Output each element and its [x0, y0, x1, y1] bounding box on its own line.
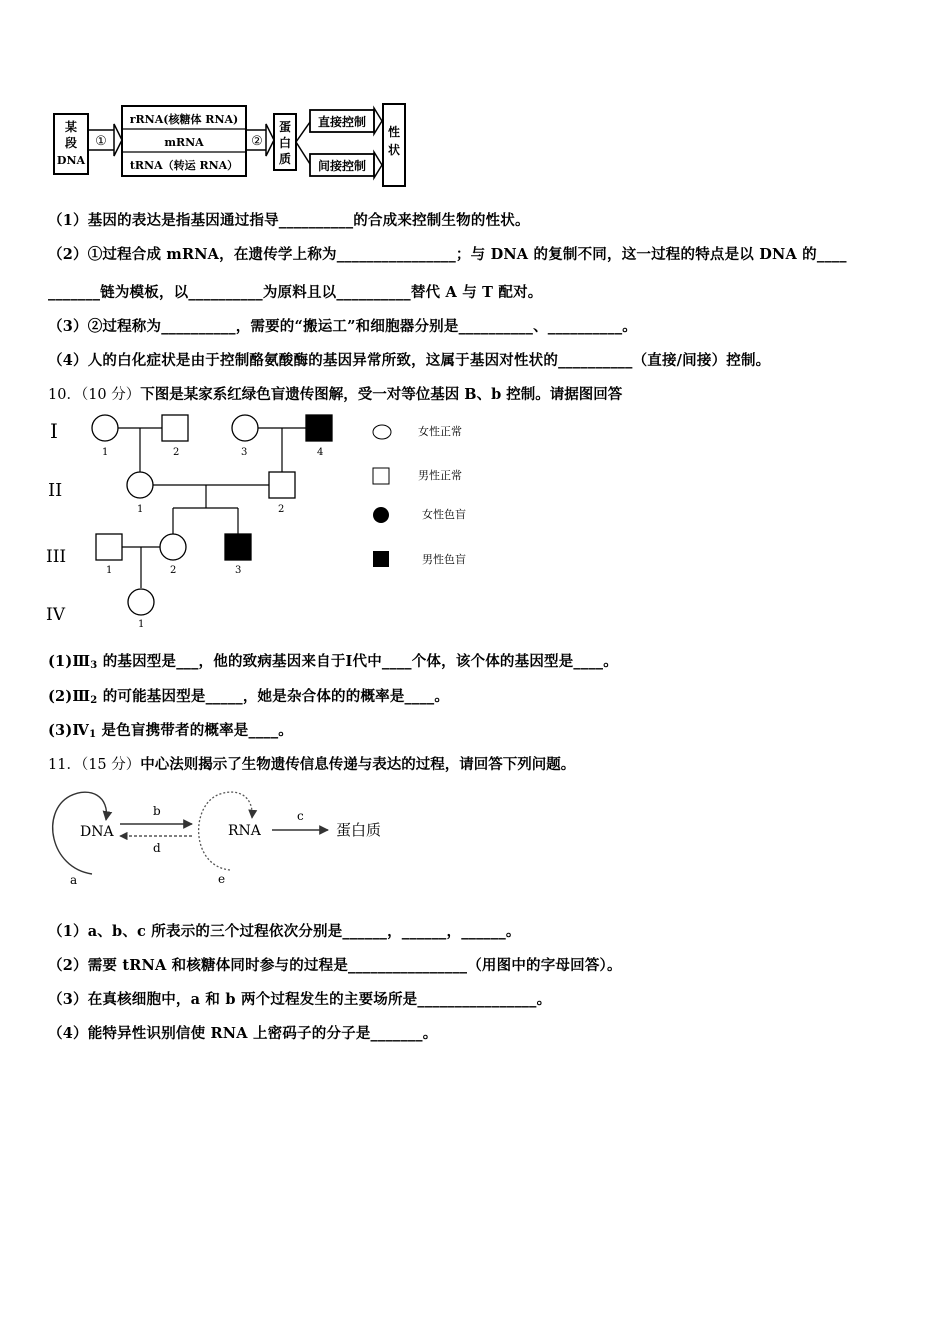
pedigree-II-1-female-normal: [127, 472, 153, 498]
q11-item-3: （3）在真核细胞中，a 和 b 两个过程发生的主要场所是________________。: [48, 991, 552, 1008]
dna-box-char-2: 段: [64, 136, 78, 150]
q9-item-2: （2）①过程合成 mRNA，在遗传学上称为________________；与 DNA 的复制不同，这一过程的特点是以 DNA 的____: [48, 246, 847, 263]
individual-number: 2: [278, 504, 285, 515]
process-e-label: e: [218, 872, 226, 886]
generation-label: II: [48, 480, 63, 501]
individual-number: 1: [106, 565, 113, 576]
process-b-label: b: [153, 804, 161, 818]
direct-control-label: 直接控制: [317, 115, 367, 129]
pedigree-I-4-male-colorblind: [306, 415, 332, 441]
dna-box-char-3: DNA: [56, 154, 86, 167]
q10-item-3: $(3)Ⅳ_1$ 是色盲携带者的概率是____。: [48, 722, 293, 740]
pedigree-IV-1-female-normal: [128, 589, 154, 615]
legend-male-colorblind: 男性色盲: [422, 553, 466, 566]
indirect-control-label: 间接控制: [317, 159, 367, 173]
trna-label: tRNA（转运 RNA）: [129, 159, 239, 172]
q11-number: 11．: [48, 757, 81, 773]
gene-expression-diagram: [50, 100, 410, 190]
rna-label: RNA: [228, 823, 261, 839]
dna-box-char-1: 某: [64, 120, 78, 134]
arrow-icon: [374, 152, 382, 178]
legend-female-normal-icon: [373, 425, 391, 439]
q9-item-3: （3）②过程称为__________，需要的“搬运工”和细胞器分别是__________、__________。: [48, 318, 637, 335]
pedigree-III-1-male-normal: [96, 534, 122, 560]
pedigree-I-1-female-normal: [92, 415, 118, 441]
protein-label: 蛋白质: [336, 821, 382, 839]
arrow-icon: [374, 108, 382, 134]
individual-number: 1: [102, 447, 109, 458]
process-c-label: c: [297, 809, 304, 823]
legend-female-colorblind: 女性色盲: [422, 508, 466, 521]
pedigree-III-2-female-normal: [160, 534, 186, 560]
arrow-icon: [266, 124, 274, 156]
legend-female-colorblind-icon: [373, 507, 389, 523]
protein-char-3: 质: [278, 152, 292, 166]
q11-item-4: （4）能特异性识别信使 RNA 上密码子的分子是_______。: [48, 1025, 438, 1042]
individual-number: 4: [317, 447, 324, 458]
pedigree-I-2-male-normal: [162, 415, 188, 441]
dna-label: DNA: [80, 824, 114, 840]
step2-label: ②: [251, 134, 263, 149]
trait-char-2: 状: [387, 143, 401, 157]
q10-item-1: $(1)Ⅲ_3$ 的基因型是___，他的致病基因来自于Ⅰ代中____个体，该个体的基因型是____。: [48, 653, 618, 671]
individual-number: 1: [138, 619, 145, 630]
individual-number: 3: [235, 565, 242, 576]
q9-item-1: （1）基因的表达是指基因通过指导__________的合成来控制生物的性状。: [48, 212, 530, 229]
trait-char-1: 性: [387, 125, 401, 139]
legend-male-normal-icon: [373, 468, 389, 484]
q9-item-2-cont: _______链为模板，以__________为原料且以__________替代 A 与 T 配对。: [48, 284, 543, 301]
q9-item-4: （4）人的白化症状是由于控制酪氨酸酶的基因异常所致，这属于基因对性状的__________（直接/间接）控制。: [48, 352, 771, 369]
generation-label: IV: [46, 605, 65, 625]
pedigree-III-3-male-colorblind: [225, 534, 251, 560]
generation-label: I: [50, 419, 58, 443]
q10-header: [48, 385, 622, 405]
q10-title: 下图是某家系红绿色盲遗传图解，受一对等位基因 B、b 控制。请据图回答: [140, 386, 623, 403]
pedigree-I-3-female-normal: [232, 415, 258, 441]
rrna-label: rRNA(核糖体 RNA): [129, 113, 239, 126]
q11-header: [48, 755, 575, 775]
q10-score: （10 分）: [80, 387, 141, 403]
process-d-label: d: [153, 841, 161, 855]
legend-female-normal: 女性正常: [418, 425, 462, 438]
individual-number: 2: [173, 447, 180, 458]
individual-number: 1: [137, 504, 144, 515]
q10-item-2: $(2)Ⅲ_2$ 的可能基因型是_____，她是杂合体的的概率是____。: [48, 688, 450, 706]
q11-title: 中心法则揭示了生物遗传信息传递与表达的过程，请回答下列问题。: [140, 756, 576, 773]
legend-male-normal: 男性正常: [418, 469, 462, 482]
arrow-icon: [114, 124, 122, 156]
pedigree-diagram: [40, 408, 500, 633]
mrna-label: mRNA: [164, 136, 204, 149]
q11-item-1: （1）a、b、c 所表示的三个过程依次分别是______，______，______。: [48, 923, 521, 940]
central-dogma-diagram: [40, 782, 400, 887]
q10-number: 10．: [48, 387, 81, 403]
step1-label: ①: [95, 134, 107, 149]
protein-char-1: 蛋: [278, 120, 292, 134]
individual-number: 3: [241, 447, 248, 458]
process-a-label: a: [70, 873, 78, 887]
q11-item-2: （2）需要 tRNA 和核糖体同时参与的过程是________________（用图中的字母回答）。: [48, 957, 622, 974]
individual-number: 2: [170, 565, 177, 576]
generation-label: III: [46, 547, 67, 567]
pedigree-II-2-male-normal: [269, 472, 295, 498]
q11-score: （15 分）: [80, 757, 141, 773]
legend-male-colorblind-icon: [373, 551, 389, 567]
protein-char-2: 白: [278, 136, 292, 150]
